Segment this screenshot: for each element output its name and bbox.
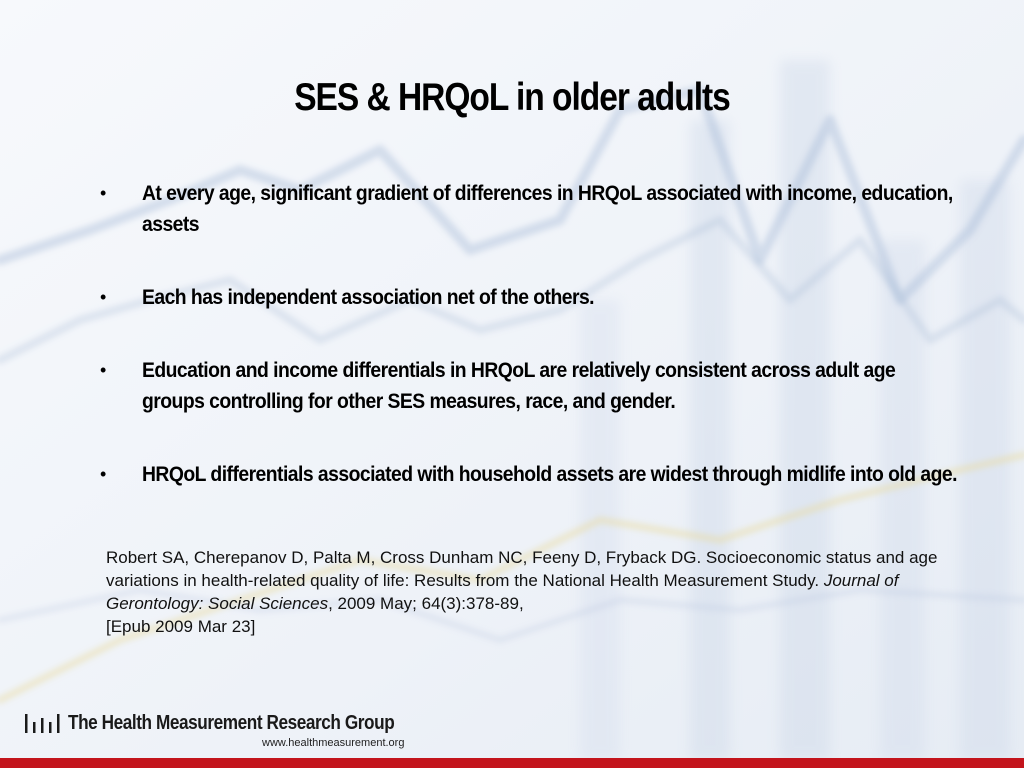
citation-journal: Journal of Gerontology: Social Sciences: [106, 571, 899, 613]
bullet-item: [100, 355, 980, 417]
bullet-list: [100, 178, 980, 532]
accent-bar: [0, 758, 1024, 768]
citation-details: , 2009 May; 64(3):378-89,: [328, 594, 524, 613]
bullet-marker: •: [100, 287, 106, 307]
org-name: The Health Measurement Research Group: [68, 711, 395, 734]
bullet-text: At every age, significant gradient of differences in HRQoL associated with income, education, assets: [142, 181, 953, 236]
bullet-item: [100, 459, 980, 490]
bullet-text: HRQoL differentials associated with household assets are widest through midlife into old age.: [142, 462, 957, 486]
bar-chart-icon: [24, 712, 62, 734]
footer-logo: [24, 709, 447, 737]
bullet-item: [100, 282, 980, 313]
slide-title: SES & HRQoL in older adults: [294, 76, 730, 119]
citation-epub: [Epub 2009 Mar 23]: [106, 617, 256, 636]
bullet-marker: •: [100, 183, 106, 203]
bullet-marker: •: [100, 360, 106, 380]
website-link[interactable]: www.healthmeasurement.org: [262, 737, 405, 749]
bullet-marker: •: [100, 464, 106, 484]
bullet-text: Education and income differentials in HRQoL are relatively consistent across adult age groups controlling for other SES measures, race, and gender.: [142, 358, 896, 413]
citation-authors-title: Robert SA, Cherepanov D, Palta M, Cross Dunham NC, Feeny D, Fryback DG. Socioeconomic status and age variations in health-related quality of life: Results from the National Health Measurement Study.: [106, 548, 938, 590]
citation: [106, 546, 976, 638]
bullet-text: Each has independent association net of the others.: [142, 285, 594, 309]
bullet-item: [100, 178, 980, 240]
